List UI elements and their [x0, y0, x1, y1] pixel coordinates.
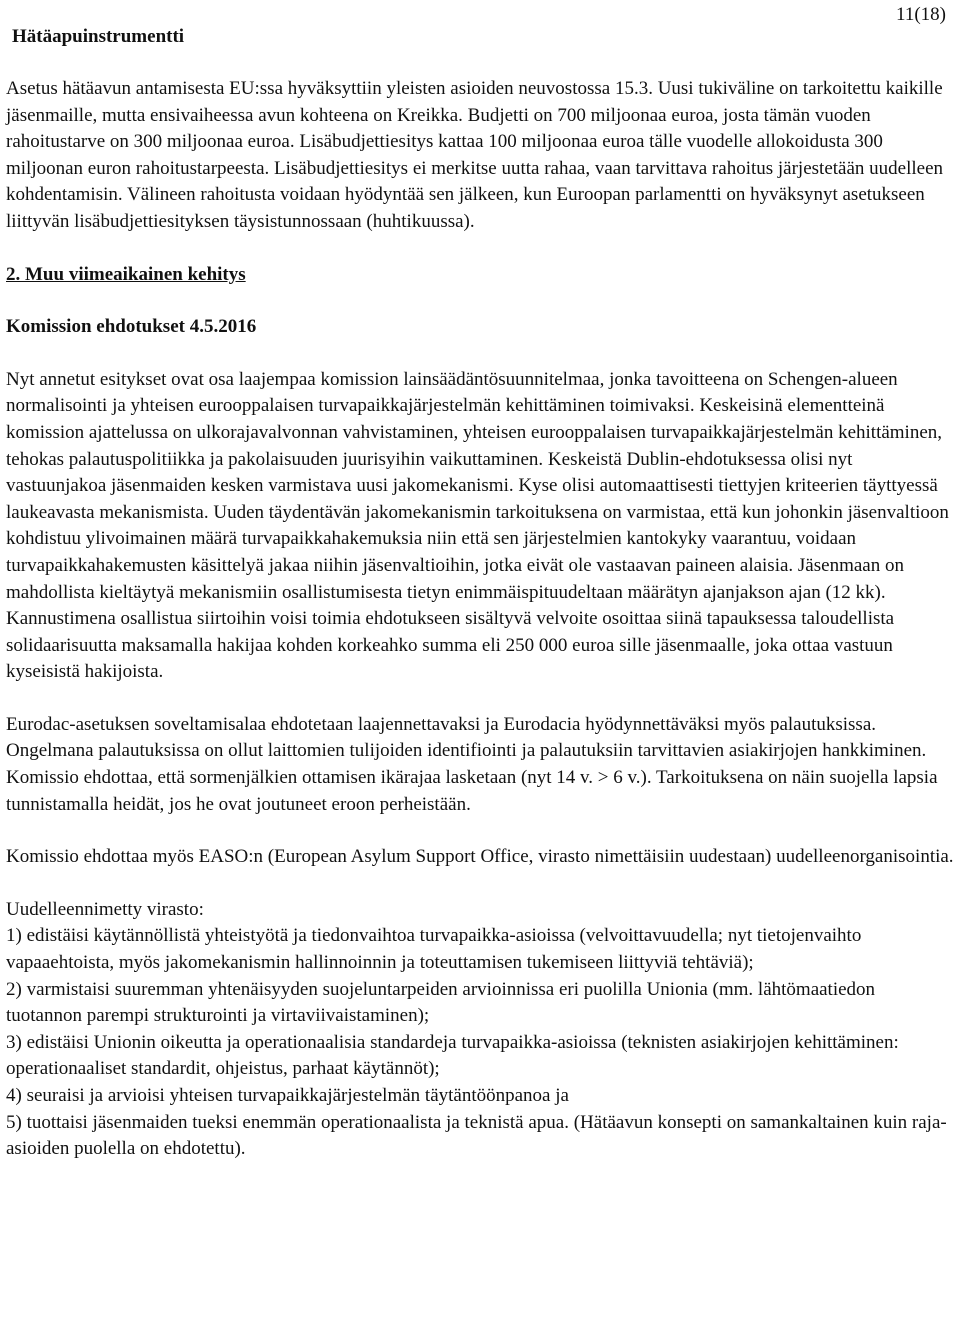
page-number: 11(18)	[896, 4, 946, 25]
spacer	[6, 341, 954, 367]
spacer	[6, 818, 954, 844]
spacer	[6, 871, 954, 897]
agency-item-4: 4) seuraisi ja arvioisi yhteisen turvapaikkajärjestelmän täytäntöönpanoa ja	[6, 1085, 569, 1106]
header-title: Hätäapuinstrumentti	[12, 26, 185, 47]
intro-paragraph: Asetus hätäavun antamisesta EU:ssa hyväksyttiin yleisten asioiden neuvostossa 15.3. Uusi tukiväline on tarkoitettu kaikille jäsenmaille, mutta ensivaiheessa avun kohteena on Kreikka. Budjetti on 700 miljoonaa euroa, josta tämän vuoden rahoitustarve on 300 miljoonaa euroa. Lisäbudjettiesitys kattaa 100 miljoonaa euroa tälle vuodelle allokoidusta 300 miljoonan euron rahoitustarpeesta. Lisäbudjettiesitys ei merkitse uutta rahaa, vaan tarvittava rahoitus järjestetään uudelleen kohdentamisin. Välineen rahoitusta voidaan hyödyntää sen jälkeen, kun Euroopan parlamentti on hyväksynyt asetukseen liittyvän lisäbudjettiesityksen täysistunnossaan (huhtikuussa).	[6, 78, 944, 232]
agency-item-2: 2) varmistaisi suuremman yhtenäisyyden suojeluntarpeiden arvioinnissa eri puolilla Unionia (mm. lähtömaatiedon tuotannon parempi strukturointi ja virtaviivaistaminen);	[6, 978, 876, 1027]
spacer	[6, 288, 954, 314]
section-subheading: Komission ehdotukset 4.5.2016	[6, 316, 257, 338]
paragraph-eurodac: Eurodac-asetuksen soveltamisalaa ehdotetaan laajennettavaksi ja Eurodacia hyödynnettäväksi myös palautuksissa. Ongelmana palautuksissa on ollut laittomien tulijoiden identifiointi ja palautuksiin tarvittavien asiakirjojen hankkiminen. Komissio ehdottaa, että sormenjälkien ottamisen ikärajaa lasketaan (nyt 14 v. > 6 v.). Tarkoituksena on näin suojella lapsia tunnistamalla heidät, jos he ovat joutuneet eroon perheistään.	[6, 713, 938, 815]
spacer	[6, 686, 954, 712]
paragraph-proposals: Nyt annetut esitykset ovat osa laajempaa komission lainsäädäntösuunnitelmaa, jonka tavoitteena on Schengen-alueen normalisointi ja yhteisen eurooppalaisen turvapaikkajärjestelmän kehittäminen toimivaksi. Keskeisinä elementteinä komission ajattelussa on ulkorajavalvonnan vahvistaminen, yhteisen eurooppalaisen turvapaikkajärjestelmän kehittäminen, tehokas palautuspolitiikka ja pakolaisuuden juurisyihin vaikuttaminen. Keskeistä Dublin-ehdotuksessa olisi nyt vastuunjakoa jäsenmaiden kesken varmistava uusi jakomekanismi. Kyse olisi automaattisesti tiettyjen kriteerien täyttyessä laukeavasta mekanismista. Uuden täydentävän jakomekanismin tarkoituksena on varmistaa, että kun johonkin jäsenvaltioon kohdistuu ylivoimainen määrä turvapaikkahakemuksia niin että sen järjestelmien kantokyky vaarantuu, voidaan turvapaikkahakemusten käsittelyä jakaa niihin jäsenvaltioihin, jotka eivät ole vastaavan paineen alaisia. Jäsenmaan on mahdollista kieltäytyä mekanismiin osallistumisesta tietyn enimmäispituudeltaan määrätyn ajanjakson ajan (12 kk). Kannustimena osallistua siirtoihin voisi toimia ehdotukseen sisältyvä velvoite osoittaa siinä tapauksessa taloudellista solidaarisuutta maksamalla hakijaa kohden korkeahko summa eli 250 000 euroa sille jäsenmaalle, joka ottaa vastuun kyseisistä hakijoista.	[6, 368, 949, 683]
document-body	[6, 76, 954, 1163]
agency-intro: Uudelleennimetty virasto:	[6, 898, 204, 920]
agency-item-3: 3) edistäisi Unionin oikeutta ja operationaalisia standardeja turvapaikka-asioissa (teknisten asiakirjojen kehittäminen: operationaaliset standardit, ohjeistus, parhaat käytännöt);	[6, 1031, 899, 1080]
paragraph-easo: Komissio ehdottaa myös EASO:n (European Asylum Support Office, virasto nimettäisiin uudestaan) uudelleenorganisointia.	[6, 846, 954, 868]
agency-item-1: 1) edistäisi käytännöllistä yhteistyötä ja tiedonvaihtoa turvapaikka-asioissa (velvoittavuudella; nyt tietojenvaihto vapaaehtoista, myös jakomekanismin hallinnoinnin ja toteuttamisen tukemiseen liittyviä tehtäviä);	[6, 925, 862, 974]
spacer	[6, 236, 954, 262]
section-heading: 2. Muu viimeaikainen kehitys	[6, 263, 246, 285]
agency-item-5: 5) tuottaisi jäsenmaiden tueksi enemmän operationaalista ja teknistä apua. (Hätäavun konsepti on samankaltainen kuin raja-asioiden puolella on ehdotettu).	[6, 1111, 947, 1160]
